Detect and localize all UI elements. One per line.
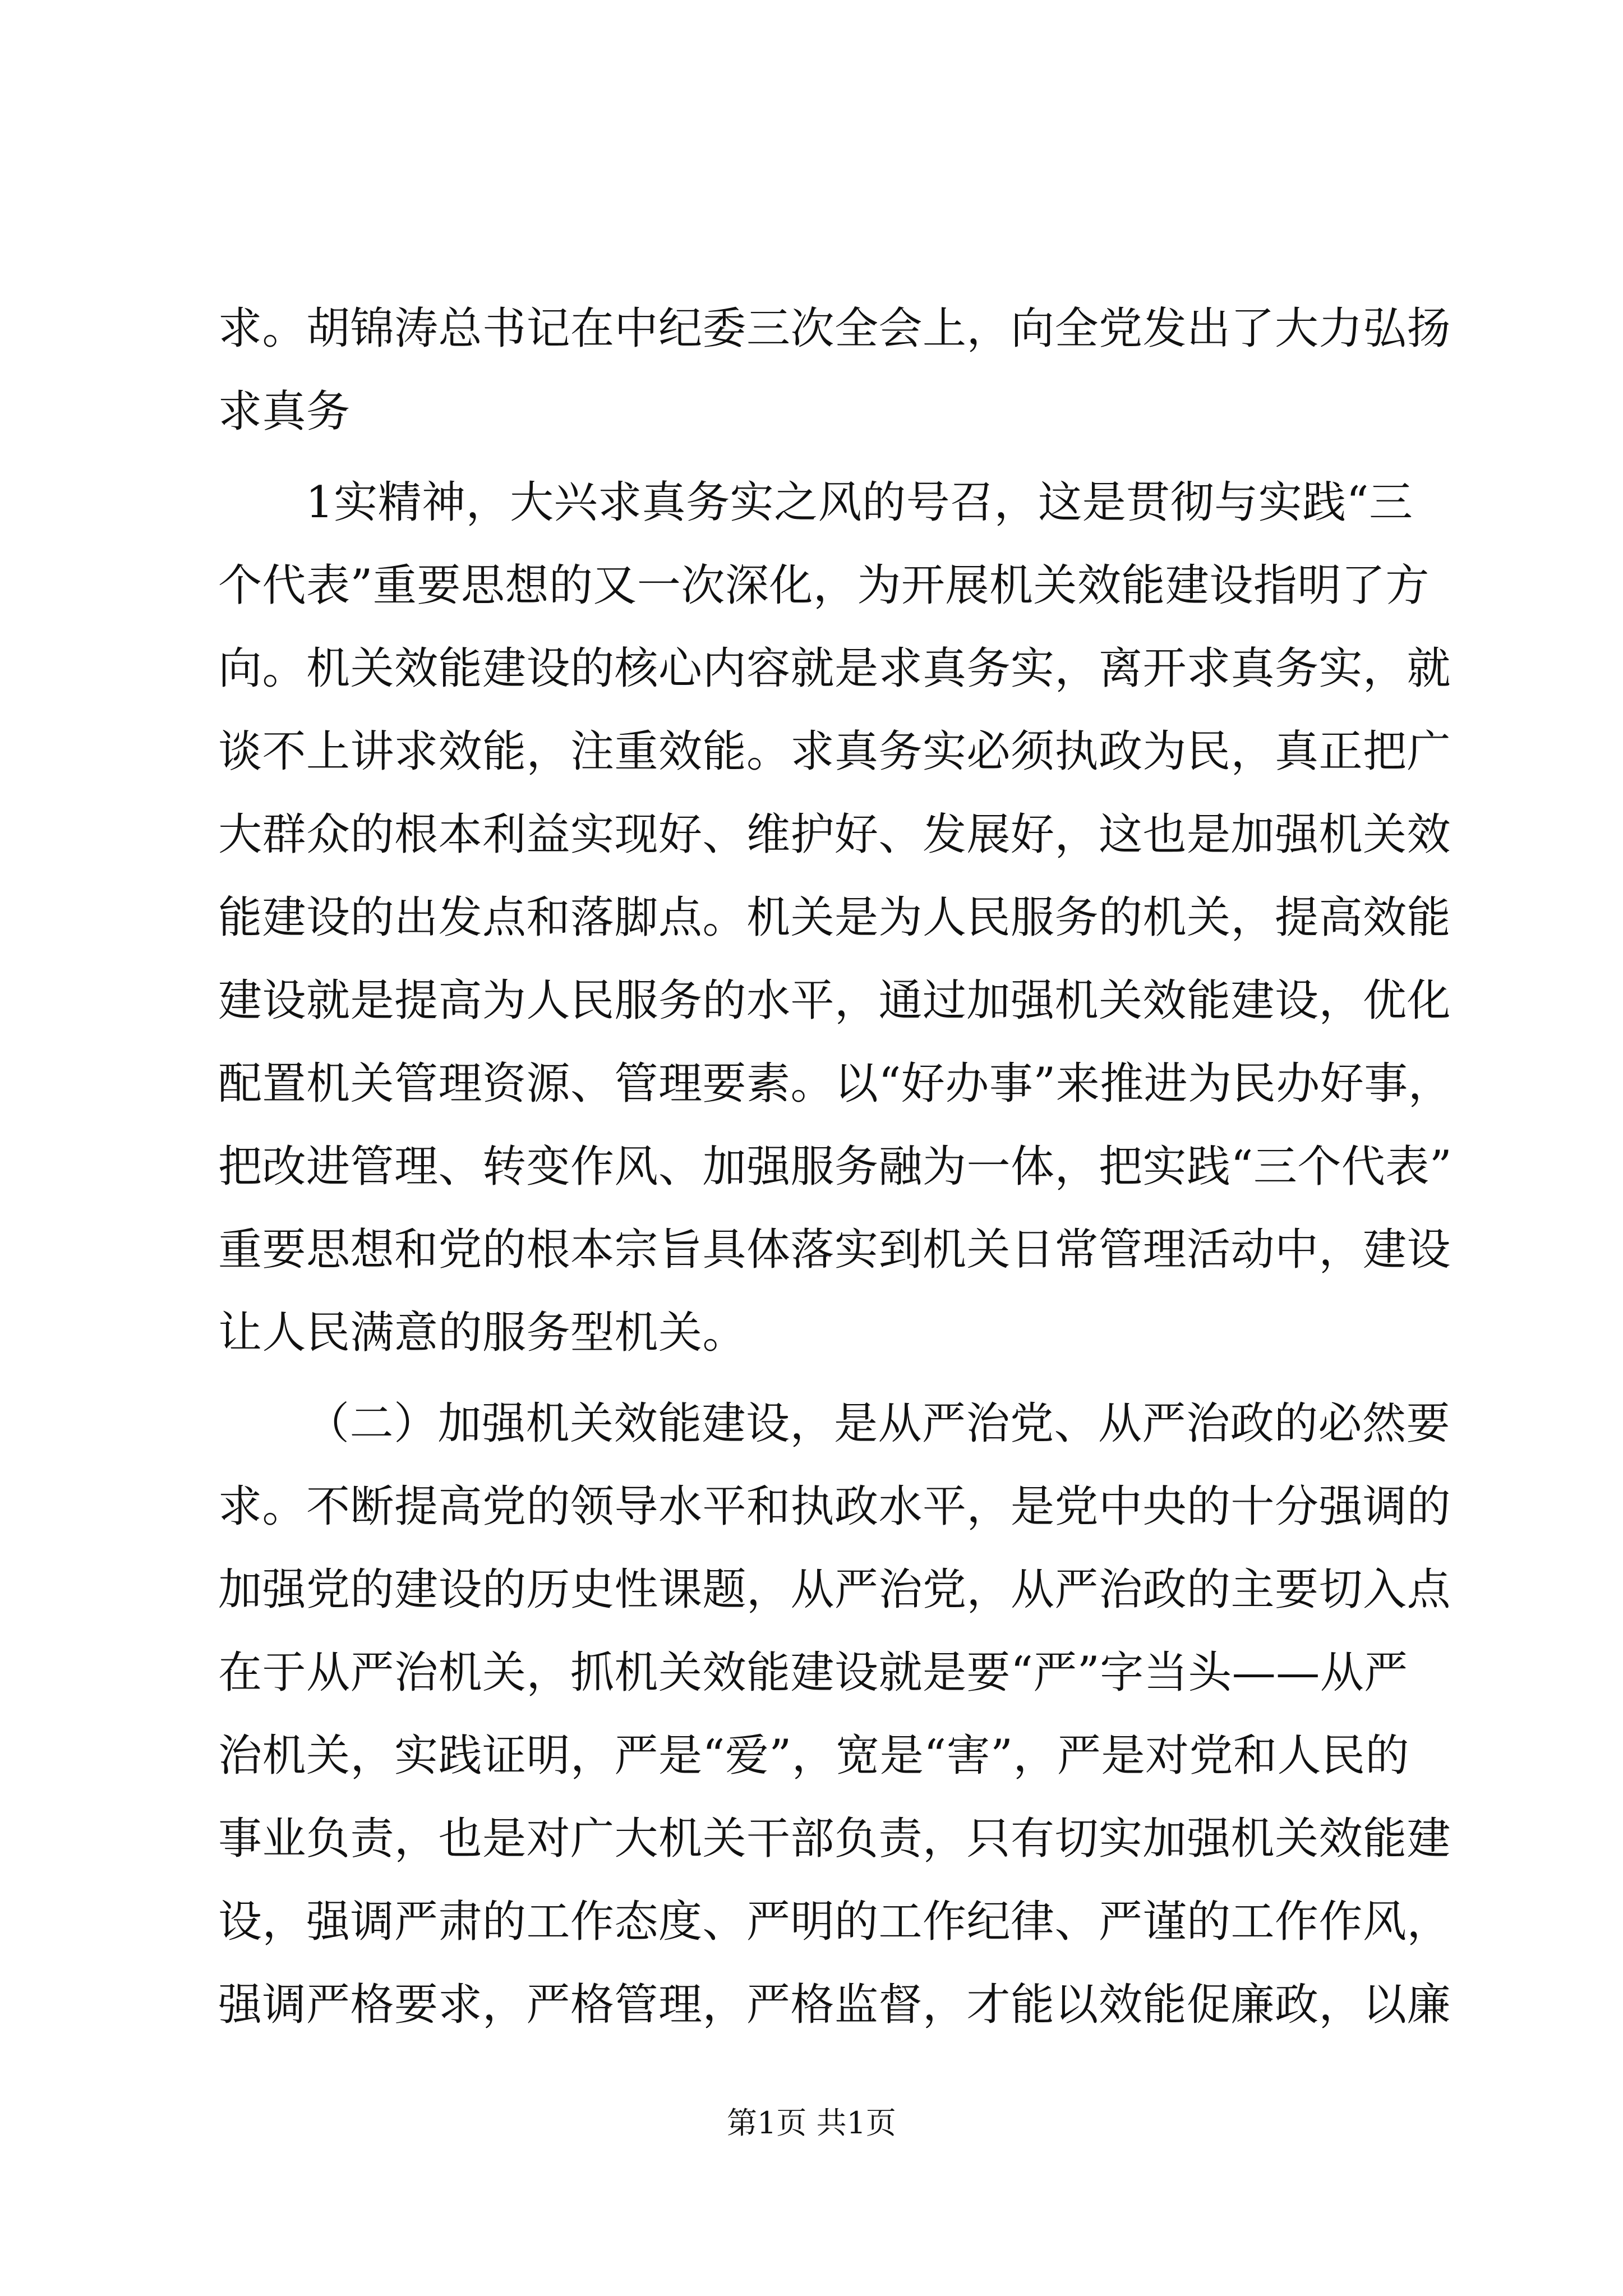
text-line: 配置机关管理资源、管理要素。以“好办事”来推进为民办好事， [218,1059,1453,1109]
text-line: 在于从严治机关，抓机关效能建设就是要“严”字当头——从严 [218,1648,1408,1698]
text-line: 治机关，实践证明，严是“爱”，宽是“害”，严是对党和人民的 [218,1731,1410,1781]
text-line: 求。不断提高党的领导水平和执政水平，是党中央的十分强调的 [218,1481,1451,1532]
text-line: 大群众的根本利益实现好、维护好、发展好，这也是加强机关效 [218,809,1451,860]
text-line: 建设就是提高为人民服务的水平，通过加强机关效能建设，优化 [218,976,1451,1026]
text-line: 谈不上讲求效能，注重效能。求真务实必须执政为民，真正把广 [218,726,1451,777]
paragraph-start-line: （二）加强机关效能建设，是从严治党、从严治政的必然要 [306,1398,1451,1449]
text-line: 向。机关效能建设的核心内容就是求真务实，离开求真务实，就 [218,643,1451,694]
text-line: 求真务 [218,386,351,437]
text-line: 事业负责，也是对广大机关干部负责，只有切实加强机关效能建 [218,1814,1451,1864]
text-line: 让人民满意的服务型机关。 [218,1308,747,1358]
text-line: 求。胡锦涛总书记在中纪委三次全会上，向全党发出了大力弘扬 [218,303,1451,354]
text-line: 加强党的建设的历史性课题，从严治党，从严治政的主要切入点 [218,1565,1451,1615]
text-line: 把改进管理、转变作风、加强服务融为一体，把实践“三个代表” [218,1142,1453,1192]
text-line: 能建设的出发点和落脚点。机关是为人民服务的机关，提高效能 [218,892,1451,943]
text-line: 强调严格要求，严格管理，严格监督，才能以效能促廉政，以廉 [218,1980,1451,2030]
text-line: 设，强调严肃的工作态度、严明的工作纪律、严谨的工作作风， [218,1897,1451,1947]
paragraph-start-line: 1实精神，大兴求真务实之风的号召，这是贯彻与实践“三 [306,477,1413,528]
page-footer [0,2104,1623,2143]
text-line: 重要思想和党的根本宗旨具体落实到机关日常管理活动中，建设 [218,1225,1451,1275]
text-line: 个代表”重要思想的又一次深化，为开展机关效能建设指明了方 [218,560,1430,611]
body-text [218,287,1453,2046]
page-number-label: 第1页 共1页 [727,2105,896,2141]
